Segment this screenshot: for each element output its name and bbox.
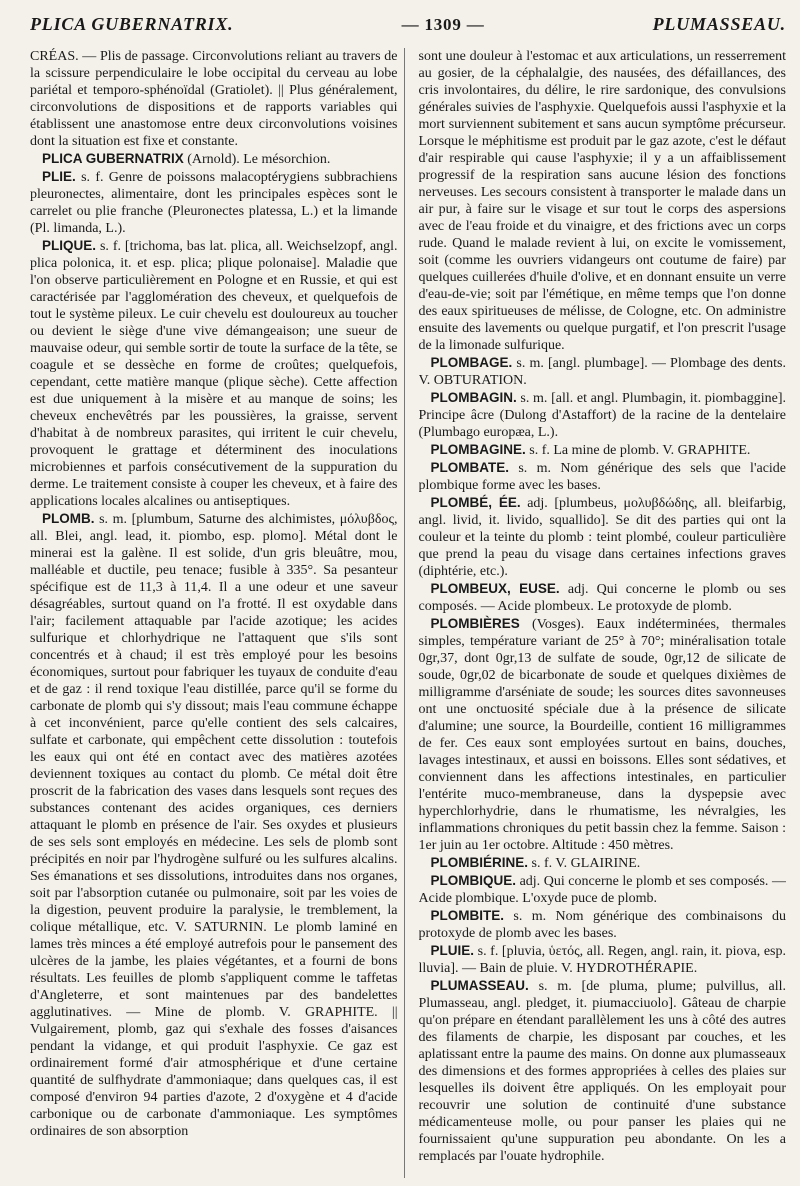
entry-headword: PLOMBIÈRES: [430, 616, 520, 631]
entry-definition: CRÉAS. — Plis de passage. Circonvolutions reliant au travers de la scissure perpendiculaire le lobe occipital du cerveau au lobe pariétal et temporo-sphénoïdal (Gratiolet). || Plus généralement, circonvolutions de dispositions et de rapports variables qui établissent une anastomose entre deux circonvolutions voisines dont la situation est fixe et constante.: [30, 49, 398, 149]
entry-definition: adj. [plumbeus, μολυβδώδης, all. bleifarbig, angl. livid, it. livido, squallido]. Se dit des parties qui ont la couleur et la teinte du plomb : teint plombé, couleur particulière que prend la peau du visage dans certaines infections graves (diphtérie, etc.).: [418, 496, 786, 579]
entry-definition: s. m. [de pluma, plume; pulvillus, all. Plumasseau, angl. pledget, it. piumacciuolo]. Gâteau de charpie qu'on prépare en étendant parallèlement les uns à côté des autres des filaments de charpie, les disposant par couches, et les aplatissant entre la paume des mains. On donne aux plumasseaux des dimensions et des formes appropriées à celles des plaies sur lesquelles ils doivent être appliqués. On les employait pour recouvrir une solution de continuité d'une substance médicamenteuse molle, ou pour panser les plaies qui ne fournissaient qu'une suppuration peu abondante. On les a remplacés par l'ouate hydrophile.: [418, 979, 786, 1164]
entry-headword: PLOMBEUX, EUSE.: [430, 581, 560, 596]
dictionary-entry: [30, 48, 398, 150]
dictionary-entry: [419, 615, 787, 854]
dictionary-entry: [419, 441, 787, 459]
left-column: [30, 48, 405, 1178]
text-columns: [30, 48, 786, 1178]
entry-headword: PLIE.: [42, 169, 76, 184]
dictionary-entry: [419, 459, 787, 494]
dictionary-entry: [30, 237, 398, 510]
entry-headword: PLUMASSEAU.: [430, 978, 529, 993]
entry-definition: s. m. [angl. plumbage]. — Plombage des dents. V. OBTURATION.: [418, 356, 786, 388]
entry-definition: s. m. [plumbum, Saturne des alchimistes, μόλυβδος, all. Blei, angl. lead, it. piombo, esp. plomo]. Métal dont le minerai est la galène. Il est solide, d'un gris bleuâtre, mou, malléable et ductile, peu tenace; fusible à 335°. Sa pesanteur spécifique est de 11,3 à 11,4. Il a une odeur et une saveur désagréables, surtout quand on l'a frotté. Il est oxydable dans l'air; facilement attaquable par l'acide azotique; les acides sulfurique et chlorhydrique ne l'attaquent que s'ils sont concentrés et à chaud; il est très employé pour les besoins économiques, surtout pour fabriquer les tuyaux de conduite d'eau et de gaz : il rend toxique l'eau distillée, parce qu'il se forme du carbonate de plomb qui s'y dissout; mais l'eau commune échappe à cet inconvénient, parce qu'elle contient des sels calcaires, sulfate et carbonate, qui empêchent cette dissolution : toutefois les eaux qui ont été en contact avec des matières azotées deviennent toxiques au contact du plomb. Ce métal doit être proscrit de la fabrication des vases dans lesquels sont reçues des substances contenant des acides organiques, ces derniers attaquant le plomb en présence de l'air. Ses oxydes et plusieurs de ses sels sont employés en médecine. Les sels de plomb sont précipités en noir par l'hydrogène sulfuré ou les sulfures alcalins. Ses émanations et ses dissolutions, introduites dans nos organes, soit par l'absorption cutanée ou pulmonaire, soit par les voies de la digestion, peuvent produire la paralysie, le tremblement, la colique métallique, etc. V. SATURNIN. Le plomb laminé en lames très minces a été employé autrefois pour le pansement des ulcères de la jambe, les plaies végétantes, et a fourni de bons résultats. Les feuilles de plomb s'appliquent comme le taffetas d'Angleterre, et sont maintenues par des bandelettes agglutinatives. — Mine de plomb. V. GRAPHITE. || Vulgairement, plomb, gaz qui s'exhale des fosses d'aisances pendant la vidange, et qui produit l'asphyxie. Ce gaz est ordinairement formé d'air atmosphérique et d'une certaine quantité de sulfhydrate d'ammoniaque; dans quelques cas, il est composé d'environ 94 parties d'azote, 2 d'oxygène et 4 d'acide carbonique ou de carbonate d'ammoniaque. Les symptômes ordinaires de son absorption: [30, 512, 398, 1139]
entry-definition: adj. Qui concerne le plomb et ses composés. — Acide plombique. L'oxyde puce de plomb.: [418, 874, 786, 906]
entry-headword: PLUIE.: [430, 943, 475, 958]
dictionary-entry: [30, 168, 398, 237]
entry-definition: sont une douleur à l'estomac et aux articulations, un resserrement au gosier, de la céphalalgie, des nausées, des défaillances, des cris involontaires, du délire, le rire sardonique, des convulsions générales suivies de l'asphyxie. Quelquefois aussi l'asphyxie et la mort surviennent subitement et sans aucun symptôme précurseur. Lorsque le méphitisme est produit par le gaz azote, c'est le défaut d'air respirable qui cause l'asphyxie; il y a un affaiblissement progressif de la respiration sans aucune lésion des fonctions nerveuses. Les secours consistent à transporter le malade dans un air pur, à faire sur le visage et sur tout le corps des aspersions avec de l'eau froide et du vinaigre, et des frictions avec un corps rude. Quand le malade revient à lui, on excite le vomissement, soit (comme les ouvriers vidangeurs ont coutume de faire) par quelques cuillerées d'huile d'olive, et en donnant ensuite un verre d'eau-de-vie; soit par l'émétique, en même temps que l'on donne des eaux spiritueuses de mélisse, de Cologne, etc. On administre ensuite des lavements ou quelque purgatif, et l'on prescrit l'usage de la limonade sulfurique.: [418, 49, 786, 353]
header-left-word: PLICA GUBERNATRIX.: [30, 14, 234, 34]
header-right-word: PLUMASSEAU.: [652, 14, 786, 34]
entry-headword: PLOMBÉ, ÉE.: [430, 495, 521, 510]
dictionary-entry: [419, 942, 787, 977]
entry-definition: s. f. V. GLAIRINE.: [531, 856, 641, 871]
right-column: [419, 48, 787, 1178]
entry-headword: PLOMBITE.: [430, 908, 504, 923]
entry-headword: PLOMBAGE.: [430, 355, 513, 370]
dictionary-entry: [419, 389, 787, 441]
entry-definition: s. f. [pluvia, ὑετός, all. Regen, angl. rain, it. piova, esp. lluvia]. — Bain de pluie. V. HYDROTHÉRAPIE.: [418, 944, 786, 976]
dictionary-entry: [419, 872, 787, 907]
dictionary-entry: [419, 580, 787, 615]
running-header: [30, 14, 786, 48]
entry-definition: (Arnold). Le mésorchion.: [187, 152, 331, 167]
dictionary-entry: [419, 48, 787, 354]
entry-definition: adj. Qui concerne le plomb ou ses composés. — Acide plombeux. Le protoxyde de plomb.: [418, 582, 786, 614]
entry-headword: PLOMB.: [42, 511, 95, 526]
entry-definition: s. f. Genre de poissons malacoptérygiens subbrachiens pleuronectes, alimentaire, dont les principales espèces sont le carrelet ou plie franche (Pleuronectes platessa, L.) et la limande (Pl. limanda, L.).: [30, 170, 398, 236]
entry-headword: PLOMBATE.: [430, 460, 509, 475]
entry-definition: (Vosges). Eaux indéterminées, thermales simples, température variant de 25° à 70°; minéralisation totale 0gr,37, dont 0gr,13 de sulfate de soude, 0gr,12 de silicate de soude, 0gr,02 de bicarbonate de soude et quelques dixièmes de milligramme d'arséniate de soude; les sources dites savonneuses ont une onctuosité spéciale due à la présence de silicate d'alumine; une source, la Bourdeille, contient 16 milligrammes de fer. Ces eaux sont employées surtout en bains, douches, lavages intestinaux, et aussi en boissons. Elles sont sédatives, et conviennent dans les affections intestinales, en particulier l'entérite muco-membraneuse, dans la dyspepsie avec hyperchlorhydrie, dans le rhumatisme, les névralgies, les inflammations chroniques du petit bassin chez la femme. Saison : 1er juin au 1er octobre. Altitude : 450 mètres.: [418, 617, 786, 853]
entry-definition: s. f. [trichoma, bas lat. plica, all. Weichselzopf, angl. plica polonica, it. et esp. plica; plique polonaise]. Maladie que l'on observe particulièrement en Pologne et en Russie, et qui est caractérisée par l'agglomération des cheveux, et quelquefois de tout le système pileux. Le cuir chevelu est douloureux au toucher ou devient le siège d'une vive démangeaison; une sueur de mauvaise odeur, qui semble sortir de toute la surface de la tête, se coagule et se dessèche en forme de croûtes; quelquefois, cependant, cette matière manque (plique sèche). Cette affection est due uniquement à la misère et au manque de soins; les cheveux enchevêtrés par les poussières, la graisse, servent d'habitat à de nombreux parasites, qui irritent le cuir chevelu, provoquent le grattage et déterminent des inoculations microbiennes et parfois consécutivement de la suppuration du derme. Le traitement consiste à couper les cheveux, et à faire des applications locales alcalines ou antiseptiques.: [30, 239, 398, 509]
entry-headword: PLOMBAGINE.: [430, 442, 526, 457]
dictionary-entry: [419, 907, 787, 942]
entry-headword: PLOMBAGIN.: [430, 390, 517, 405]
entry-headword: PLIQUE.: [42, 238, 97, 253]
entry-definition: s. m. Nom générique des sels que l'acide plombique forme avec les bases.: [418, 461, 786, 493]
entry-definition: s. m. Nom générique des combinaisons du protoxyde de plomb avec les bases.: [418, 909, 786, 941]
dictionary-entry: [419, 854, 787, 872]
entry-headword: PLICA GUBERNATRIX: [42, 151, 184, 166]
dictionary-entry: [30, 510, 398, 1140]
entry-headword: PLOMBIÉRINE.: [430, 855, 529, 870]
dictionary-entry: [419, 977, 787, 1165]
entry-definition: s. m. [all. et angl. Plumbagin, it. piombaggine]. Principe âcre (Dulong d'Astaffort) de la racine de la dentelaire (Plumbago europæa, L.).: [418, 391, 786, 440]
dictionary-entry: [30, 150, 398, 168]
dictionary-entry: [419, 354, 787, 389]
entry-definition: s. f. La mine de plomb. V. GRAPHITE.: [529, 443, 751, 458]
entry-headword: PLOMBIQUE.: [430, 873, 517, 888]
page-number: — 1309 —: [401, 15, 485, 34]
dictionary-entry: [419, 494, 787, 580]
